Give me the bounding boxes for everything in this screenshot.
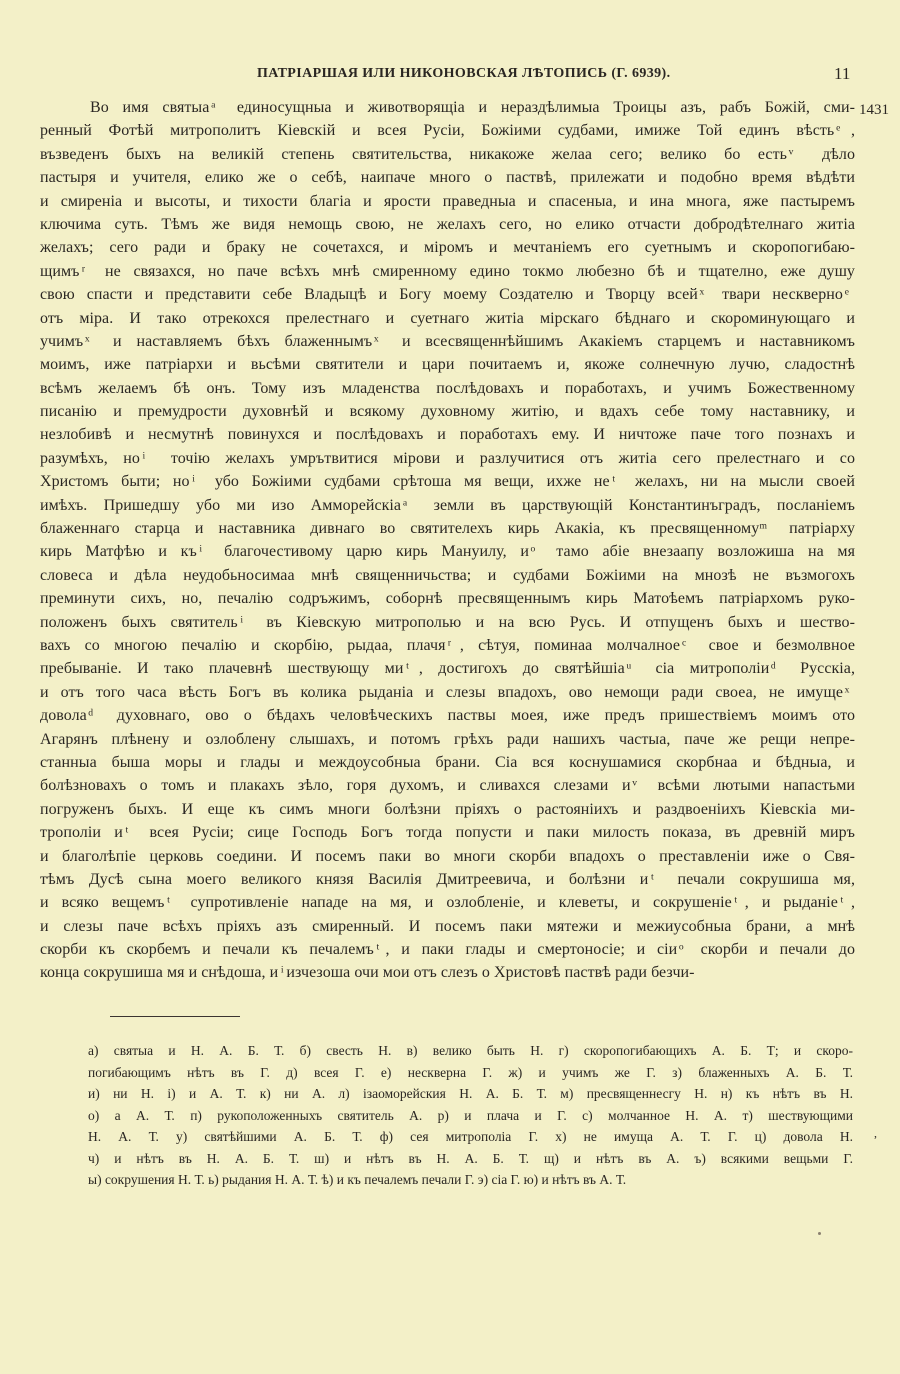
footnote-line: а) святыа и Н. А. Б. Т. б) свесть Н. в) велико быть Н. г) скоропогибающихъ А. Б. Т; и скоро- [88, 1043, 853, 1058]
main-text [40, 96, 855, 985]
text-line: довола ͩ духовнаго, ово о бѣдахъ человѣческихъ паствы моея, иже предъ пришествіемъ моимъ ото [40, 707, 855, 725]
text-line: ключима суть. Тѣмъ же видя немощь свою, не желахъ сего, но елико отчасти добродѣтелнаго житіа [40, 215, 855, 233]
text-line: и слезы паче всѣхъ пріяхъ азъ смиренный. И посемъ паки мятежи и межиусобныа брани, а мнѣ [40, 917, 855, 935]
text-line: пребываніе. И тако плачевнѣ шествующу ми ͭ, достигохъ до святѣйшіа ͧ сіа митрополіи ͩ Русскіа, [40, 660, 855, 678]
text-line: тѣмъ Дусѣ сына моего великого князя Василія Дмитреевича, и болѣзни и ͭ печали сокрушиша мя, [40, 870, 855, 888]
text-line: трополіи и ͭ всея Русіи; сице Господь Богъ тогда попусти и паки милость показа, въ древній миръ [40, 824, 855, 842]
text-line: незлобивѣ и несмутнѣ повинухся и послѣдовахъ и поработахъ ему. И ничтоже паче того познахъ и [40, 426, 855, 444]
text-line: свою спасти и представити себе Владыцѣ и Богу моему Создателю и Творцу всей ͯ твари несквернo ͤ [40, 286, 855, 304]
text-line: пастыря и учителя, елико же о себѣ, наипаче много о паствѣ, прилежати и подобно время вѣдѣти [40, 169, 855, 187]
paper-speck [818, 1232, 821, 1235]
text-line: словеса и дѣла неудобьносимаа мнѣ священничьства; и судбами Божіими на мнозѣ не възмогохъ [40, 566, 855, 584]
text-line: и благолѣпіе церковь соедини. И посемъ паки во многи скорби впадохъ о преставленіи иже о Свя- [40, 847, 855, 865]
text-line: моимъ, иже патріархи и вьсѣми святители и цари почитаемъ и, якоже солнечную лучю, сладостнѣ [40, 356, 855, 374]
text-line: всѣмъ желаемъ бѣ онъ. Тому изъ младенства послѣдовахъ и поработахъ, и учимъ Божественному [40, 379, 855, 397]
text-line: конца сокрушиша мя и снѣдоша, и ͥ изчезоша очи мои отъ слезъ о Христовѣ паствѣ ради безчи- [40, 964, 695, 982]
footnote-line: и) ни Н. і) и А. Т. к) ни А. л) ізаоморейския Н. А. Б. Т. м) пресвященнесгу Н. н) къ нѣтъ въ Н. [88, 1086, 853, 1101]
text-line: разумѣхъ, но ͥ точію желахъ умрътвитися мірови и разлучитися отъ житіа сего прелестнаго и со [40, 449, 855, 467]
text-line: скорби къ скорбемъ и печали къ печалемъ ͭ, и паки глады и смертоносіе; и сіи ͦ скорби и печали до [40, 941, 855, 959]
footnote-line: о) а А. Т. п) рукоположенныхъ святитель А. р) и плача и Г. с) молчанное Н. А. т) шествующими [88, 1107, 853, 1123]
text-line: и всяко вещемъ ͭ супротивленіе нападе на мя, и озлобленіе, и клеветы, и сокрушеніе ͭ, и рыданіе ͭ, [40, 894, 855, 912]
text-line: щимъ ͬ не связахся, но паче всѣхъ мнѣ смиренному едино токмо любезно бѣ и тщателно, еже душу [40, 262, 855, 280]
text-line: блаженнаго старца и наставника дивнаго во святителехъ кирь Акакіа, къ пресвященному ͫ патріарху [40, 520, 855, 538]
text-line: и смиреніа и высоты, и тихости благіа и ярости праведныа и спасеныа, и ина многа, яже пастыремъ [40, 192, 855, 210]
text-line: учимъ ͯ и наставляемъ бѣхъ блаженнымъ ͯ и всесвященнѣйшимъ Акакіемъ старцемъ и наставникомъ [40, 332, 855, 350]
text-line: погруженъ быхъ. И еще къ симъ многи болѣзни пріяхъ о растояніихъ и раздвоеніихъ Кіевскіа ми- [40, 800, 855, 818]
text-line: Во имя святыа ͣ единосущныа и животворящіа и нераздѣлимыа Троицы азъ, рабъ Божій, сми- [90, 99, 855, 116]
footnote-line: погибающимъ нѣтъ въ Г. д) всея Г. е) нескверна Г. ж) и учимъ же Г. з) блаженныхъ А. Б. Т. [88, 1064, 853, 1080]
footnote-line: Н. А. Т. у) святѣйшими А. Б. Т. ф) сея митрополіа Г. х) не имуща А. Т. Г. ц) довола Н. [88, 1129, 853, 1144]
text-line: преминути сихъ, но, печалію содръжимъ, соборнѣ пресвященнымъ кирь Матоѣемъ патріархомъ руко- [40, 590, 855, 608]
running-title: ПАТРІАРШАЯ ИЛИ НИКОНОВСКАЯ ЛѢТОПИСЬ (Г. 6939). [257, 66, 671, 81]
text-line: ренный Фотѣй митрополитъ Кіевскій и всея Русіи, Божіими судбами, имиже Той единъ вѣсть ͤ, [40, 122, 855, 140]
text-line: желахъ; сего ради и браку не сочетахся, и міромъ и мечтаніемъ его суетнымъ и скоропогибаю- [40, 239, 855, 257]
footnote-separator [110, 1016, 240, 1017]
text-line: Христомъ быти; но ͥ убо Божіими судбами срѣтоша мя вещи, ихже не ͭ желахъ, ни на мысли своей [40, 473, 855, 491]
text-line: възведенъ быхъ на великій степень святительства, никакоже желаа сего; велико бо есть ͮ дѣло [40, 145, 855, 163]
text-line: болѣзновахъ о томъ и плакахъ зѣло, горя духомъ, и сливахся слезами и ͮ всѣми лютыми напастьми [40, 777, 855, 795]
footnote-line: ы) сокрушения Н. Т. ь) рыдания Н. А. Т. ѣ) и къ печалемъ печали Г. э) сіа Г. ю) и нѣтъ въ А. Т. [88, 1172, 627, 1187]
text-line: станныа быша моры и глады и междоусобныа брани. Сіа вся коснушамися скорбнаа и бѣдныа, и [40, 753, 855, 771]
text-line: писанію и премудрости духовнѣй и всякому духовному житію, и вдахъ себе тому наставнику, и [40, 403, 855, 421]
margin-comma-mark: , [874, 1126, 877, 1140]
text-line: положенъ быхъ святитель ͥ въ Кіевскую митрополью и на всю Русь. И отпущенъ быхъ и шество- [40, 613, 855, 631]
text-line: имѣхъ. Пришедшу убо ми изо Амморейскіа ͣ земли въ царствующій Константинъградъ, посланіемъ [40, 496, 855, 514]
footnote-line: ч) и нѣтъ въ Н. А. Б. Т. ш) и нѣтъ въ Н. А. Б. Т. щ) и нѣтъ въ А. ъ) всякими вещьми Г. [88, 1150, 853, 1166]
text-line: вахъ со многою печалію и скорбію, рыдаа, плачя ͬ, сѣтуя, поминаа молчалное ͨ свое и безмолвное [40, 636, 855, 654]
margin-year-note: 1431 [859, 102, 889, 118]
text-line: отъ міра. И тако отрекохся прелестнаго и суетнаго житіа мірскаго бѣднаго и скороминующаго и [40, 309, 855, 327]
footnotes [88, 1040, 853, 1191]
text-line: Агарянъ плѣнену и озлоблену слышахъ, и потомъ грѣхъ ради нашихъ частыа, паче же рещи непре- [40, 730, 855, 748]
text-line: и отъ того часа вѣсть Богъ въ колика рыданіа и слезы впадохъ, ово немощи ради своеа, не имуще ͯ [40, 683, 855, 701]
page-number: 11 [834, 64, 851, 83]
text-line: кирь Матфѣю и къ ͥ благочестивому царю кирь Мануилу, и ͦ тамо абіе внезаапу возложиша на мя [40, 543, 855, 561]
